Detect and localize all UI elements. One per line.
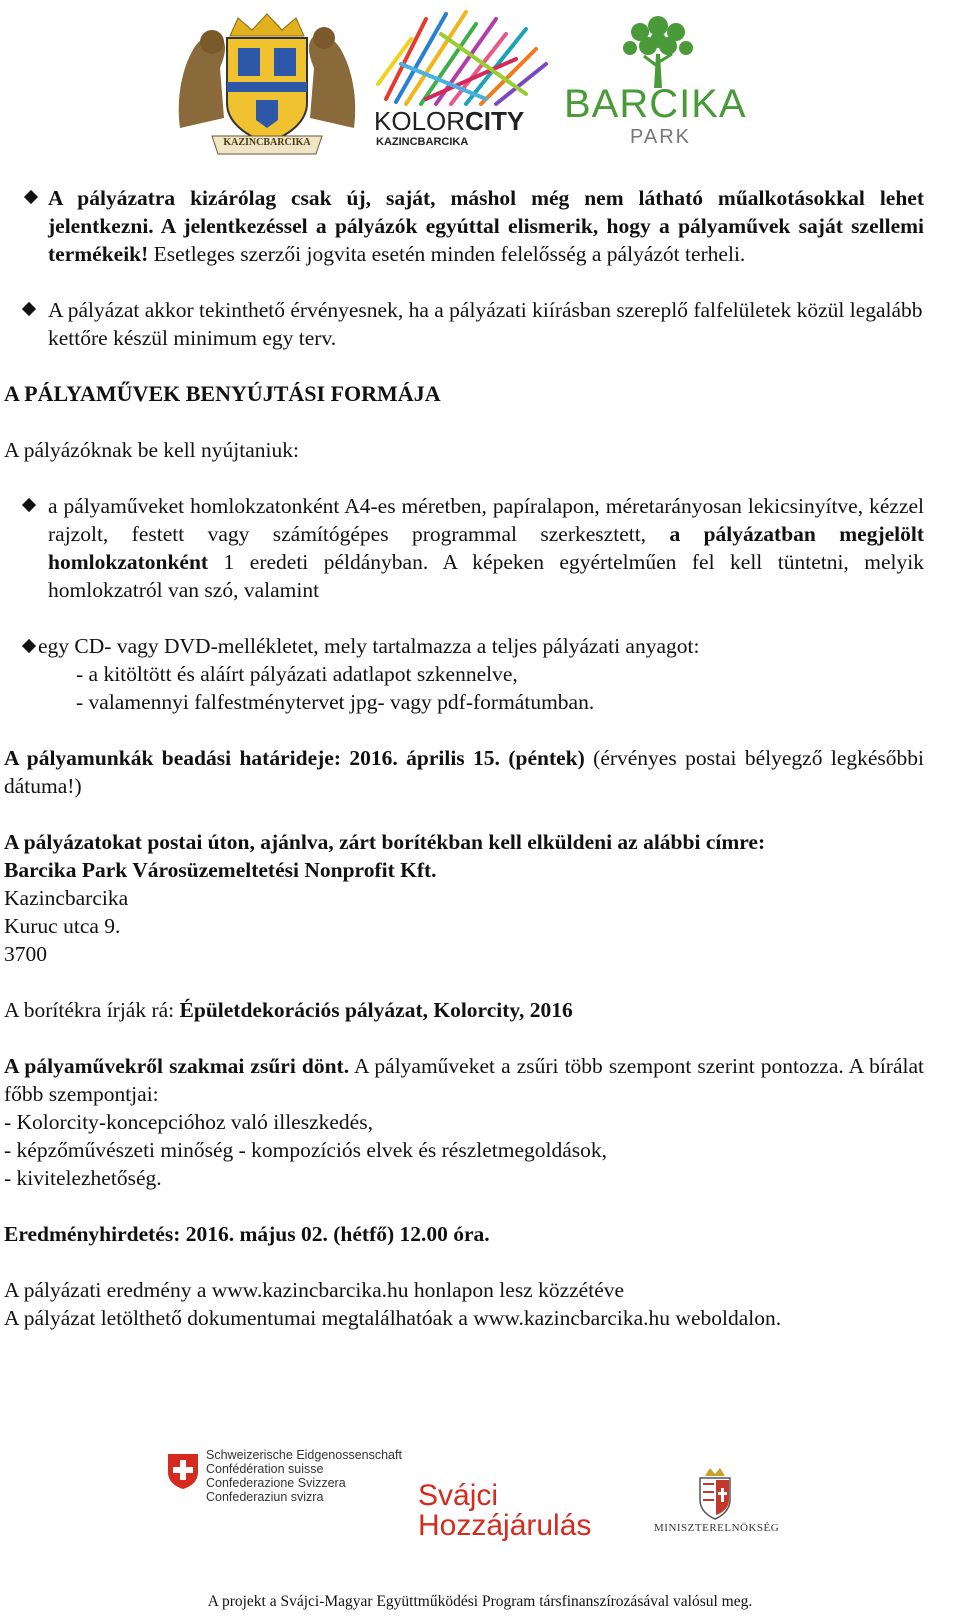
swiss-line-romansh: Confederaziun svizra bbox=[206, 1490, 324, 1504]
postal-instructions: A pályázatokat postai úton, ajánlva, zárt borítékban kell elküldeni az alábbi címre: bbox=[4, 830, 766, 854]
hungarian-coat-of-arms bbox=[690, 1466, 740, 1522]
ministry-label: MINISZTERELNÖKSÉG bbox=[654, 1522, 780, 1534]
section-heading: A PÁLYAMŰVEK BENYÚJTÁSI FORMÁJA bbox=[4, 381, 441, 406]
a4-text-part2: 1 eredeti példányban. A képeken egyértelműen fel kell tüntetni, melyik homlokzatról van szó, valamint bbox=[48, 550, 924, 602]
a4-text-bold: a pályázatban megjelölt homlokzatonként bbox=[48, 522, 925, 574]
postal-city: Kazincbarcika bbox=[4, 886, 129, 910]
crest-banner-text: KAZINCBARCIKA bbox=[223, 137, 311, 148]
barcika-word: BARCIKA bbox=[564, 82, 747, 126]
swiss-contribution-logo bbox=[150, 1442, 650, 1546]
park-word: PARK bbox=[630, 126, 691, 148]
footer-project-note: A projekt a Svájci-Magyar Együttműködési Program társfinanszírozásával valósul meg. bbox=[207, 1593, 753, 1610]
envelope-normal: A borítékra írják rá: bbox=[4, 998, 180, 1022]
jury-criterion-3: - kivitelezhetőség. bbox=[4, 1166, 162, 1190]
paragraph-new-works bbox=[4, 184, 924, 268]
deadline-bold: A pályamunkák beadási határideje: 2016. április 15. (péntek) bbox=[4, 746, 585, 770]
swiss-line-italian: Confederazione Svizzera bbox=[206, 1476, 346, 1490]
kolorcity-word-city: CITY bbox=[465, 106, 525, 136]
a4-text-part1: a pályaműveket homlokzatonként A4-es méretben, papíralapon, méretarányosan lekicsinyítve, kézzel rajzolt, festett vagy számítógépes programmal szerkesztett, bbox=[48, 494, 924, 546]
envelope-label bbox=[4, 996, 924, 1024]
swiss-title-1: Svájci bbox=[418, 1479, 499, 1512]
paragraph-a4-submission bbox=[4, 492, 924, 604]
intro-text: A pályázóknak be kell nyújtaniuk: bbox=[4, 438, 299, 462]
swiss-line-german: Schweizerische Eidgenossenschaft bbox=[206, 1448, 402, 1462]
new-works-normal-text: Esetleges szerzői jogvita esetén minden felelősség a pályázót terheli. bbox=[148, 242, 746, 266]
kolorcity-word-kolor: KOLOR bbox=[374, 106, 466, 136]
cd-item-designs-format: - valamennyi falfestménytervet jpg- vagy pdf-formátumban. bbox=[76, 690, 595, 714]
web-documents-line: A pályázat letölthető dokumentumai megtalálhatóak a www.kazincbarcika.hu weboldalon. bbox=[4, 1306, 782, 1330]
barcika-park-logo bbox=[560, 10, 756, 150]
postal-zip: 3700 bbox=[4, 942, 47, 966]
kazincbarcika-crest-logo bbox=[172, 8, 362, 158]
jury-criterion-1: - Kolorcity-koncepcióhoz való illeszkedés, bbox=[4, 1110, 373, 1134]
deadline-normal: (érvényes postai bélyegző legkésőbbi dátuma!) bbox=[4, 746, 924, 798]
web-results-line: A pályázati eredmény a www.kazincbarcika.hu honlapon lesz közzétéve bbox=[4, 1278, 625, 1302]
postal-street: Kuruc utca 9. bbox=[4, 914, 121, 938]
swiss-title-2: Hozzájárulás bbox=[418, 1509, 592, 1542]
postal-recipient: Barcika Park Városüzemeltetési Nonprofit Kft. bbox=[4, 858, 437, 882]
jury-normal: A pályaműveket a zsűri több szempont szerint pontozza. A bírálat főbb szempontjai: bbox=[4, 1054, 924, 1106]
swiss-line-french: Confédération suisse bbox=[206, 1462, 324, 1476]
deadline-paragraph bbox=[4, 744, 924, 800]
kolorcity-logo bbox=[366, 4, 556, 154]
jury-criterion-2: - képzőművészeti minőség - kompozíciós elvek és részletmegoldások, bbox=[4, 1138, 608, 1162]
results-announcement: Eredményhirdetés: 2016. május 02. (hétfő) 12.00 óra. bbox=[4, 1222, 490, 1246]
jury-paragraph bbox=[4, 1052, 924, 1108]
paragraph-validity: A pályázat akkor tekinthető érvényesnek, ha a pályázati kiírásban szereplő falfelületek közül legalább kettőre készül minimum egy terv. bbox=[48, 298, 923, 350]
kolorcity-subtitle: KAZINCBARCIKA bbox=[376, 136, 469, 148]
envelope-bold: Épületdekorációs pályázat, Kolorcity, 2016 bbox=[179, 998, 573, 1022]
jury-bold: A pályaművekről szakmai zsűri dönt. bbox=[4, 1054, 350, 1078]
new-works-bold-text: A pályázatra kizárólag csak új, saját, máshol még nem látható műalkotásokkal lehet jelentkezni. A jelentkezéssel a pályázók egyúttal elismerik, hogy a pályaművek saját szellemi termékeik! bbox=[48, 186, 924, 266]
cd-item-scanned-form: - a kitöltött és aláírt pályázati adatlapot szkennelve, bbox=[76, 662, 518, 686]
paragraph-cd-dvd: egy CD- vagy DVD-mellékletet, mely tartalmazza a teljes pályázati anyagot: bbox=[38, 634, 700, 658]
